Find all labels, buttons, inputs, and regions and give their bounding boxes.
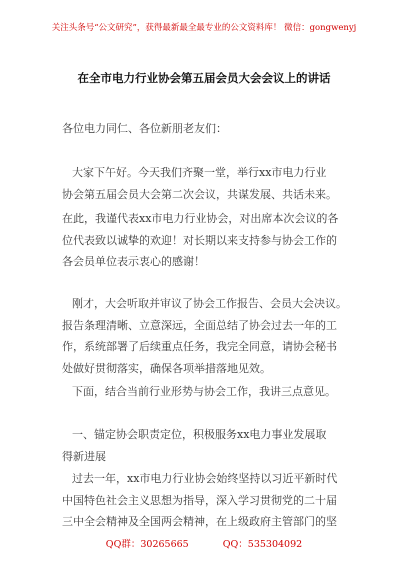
paragraph-line: 报告条理清晰、立意深远，全面总结了协会过去一年的工 [62, 318, 337, 332]
paragraph-line: 位代表致以诚挚的欢迎！对长期以来支持参与协会工作的 [62, 233, 337, 247]
paragraph-line: 作，系统部署了后续重点任务，我完全同意，请协会秘书 [62, 340, 337, 353]
body-paragraph [62, 468, 362, 533]
paragraph-line: 一、锚定协会职责定位，积极服务xx电力事业发展取 [72, 428, 327, 441]
paragraph-line: 中国特色社会主义思想为指导，深入学习贯彻党的二十届 [62, 493, 337, 507]
paragraph-line: 处做好贯彻落实，确保各项举措落地见效。 [62, 361, 271, 375]
footer-contact [0, 536, 408, 550]
qq-number: QQ：535304092 [222, 539, 303, 550]
document-title: 在全市电力行业协会第五届会员大会会议上的讲话 [77, 71, 331, 85]
paragraph-line: 得新进展 [62, 449, 106, 463]
body-paragraph [62, 162, 362, 205]
paragraph-line: 在此，我谨代表xx市电力行业协会，对出席本次会议的各 [62, 212, 339, 225]
salutation-paragraph [62, 118, 362, 140]
paragraph-line: 三中全会精神及全国两会精神，在上级政府主管部门的坚 [62, 515, 337, 528]
paragraph-line: 协会第五届会员大会第二次会议，共谋发展、共话未来。 [62, 187, 337, 201]
qq-group-number: QQ群：30265665 [105, 539, 189, 550]
body-paragraph [62, 381, 362, 403]
paragraph-line: 各位电力同仁、各位新朋老友们： [62, 122, 227, 135]
paragraph-line: 过去一年，xx市电力行业协会始终坚持以习近平新时代 [72, 472, 338, 485]
body-paragraph [62, 293, 362, 379]
paragraph-line: 刚才，大会听取并审议了协会工作报告、会员大会决议。 [72, 297, 347, 310]
paragraph-line: 下面，结合当前行业形势与协会工作，我讲三点意见。 [72, 385, 336, 398]
paragraph-line: 各会员单位表示衷心的感谢！ [62, 255, 205, 268]
header-note: 关注头条号“公文研究”，获得最新最全最专业的公文资料库！ 微信：gongwenyj [51, 23, 357, 33]
paragraph-line: 大家下午好。今天我们齐聚一堂，举行xx市电力行业 [72, 166, 327, 179]
section-heading [62, 424, 362, 467]
body-paragraph [62, 208, 362, 273]
